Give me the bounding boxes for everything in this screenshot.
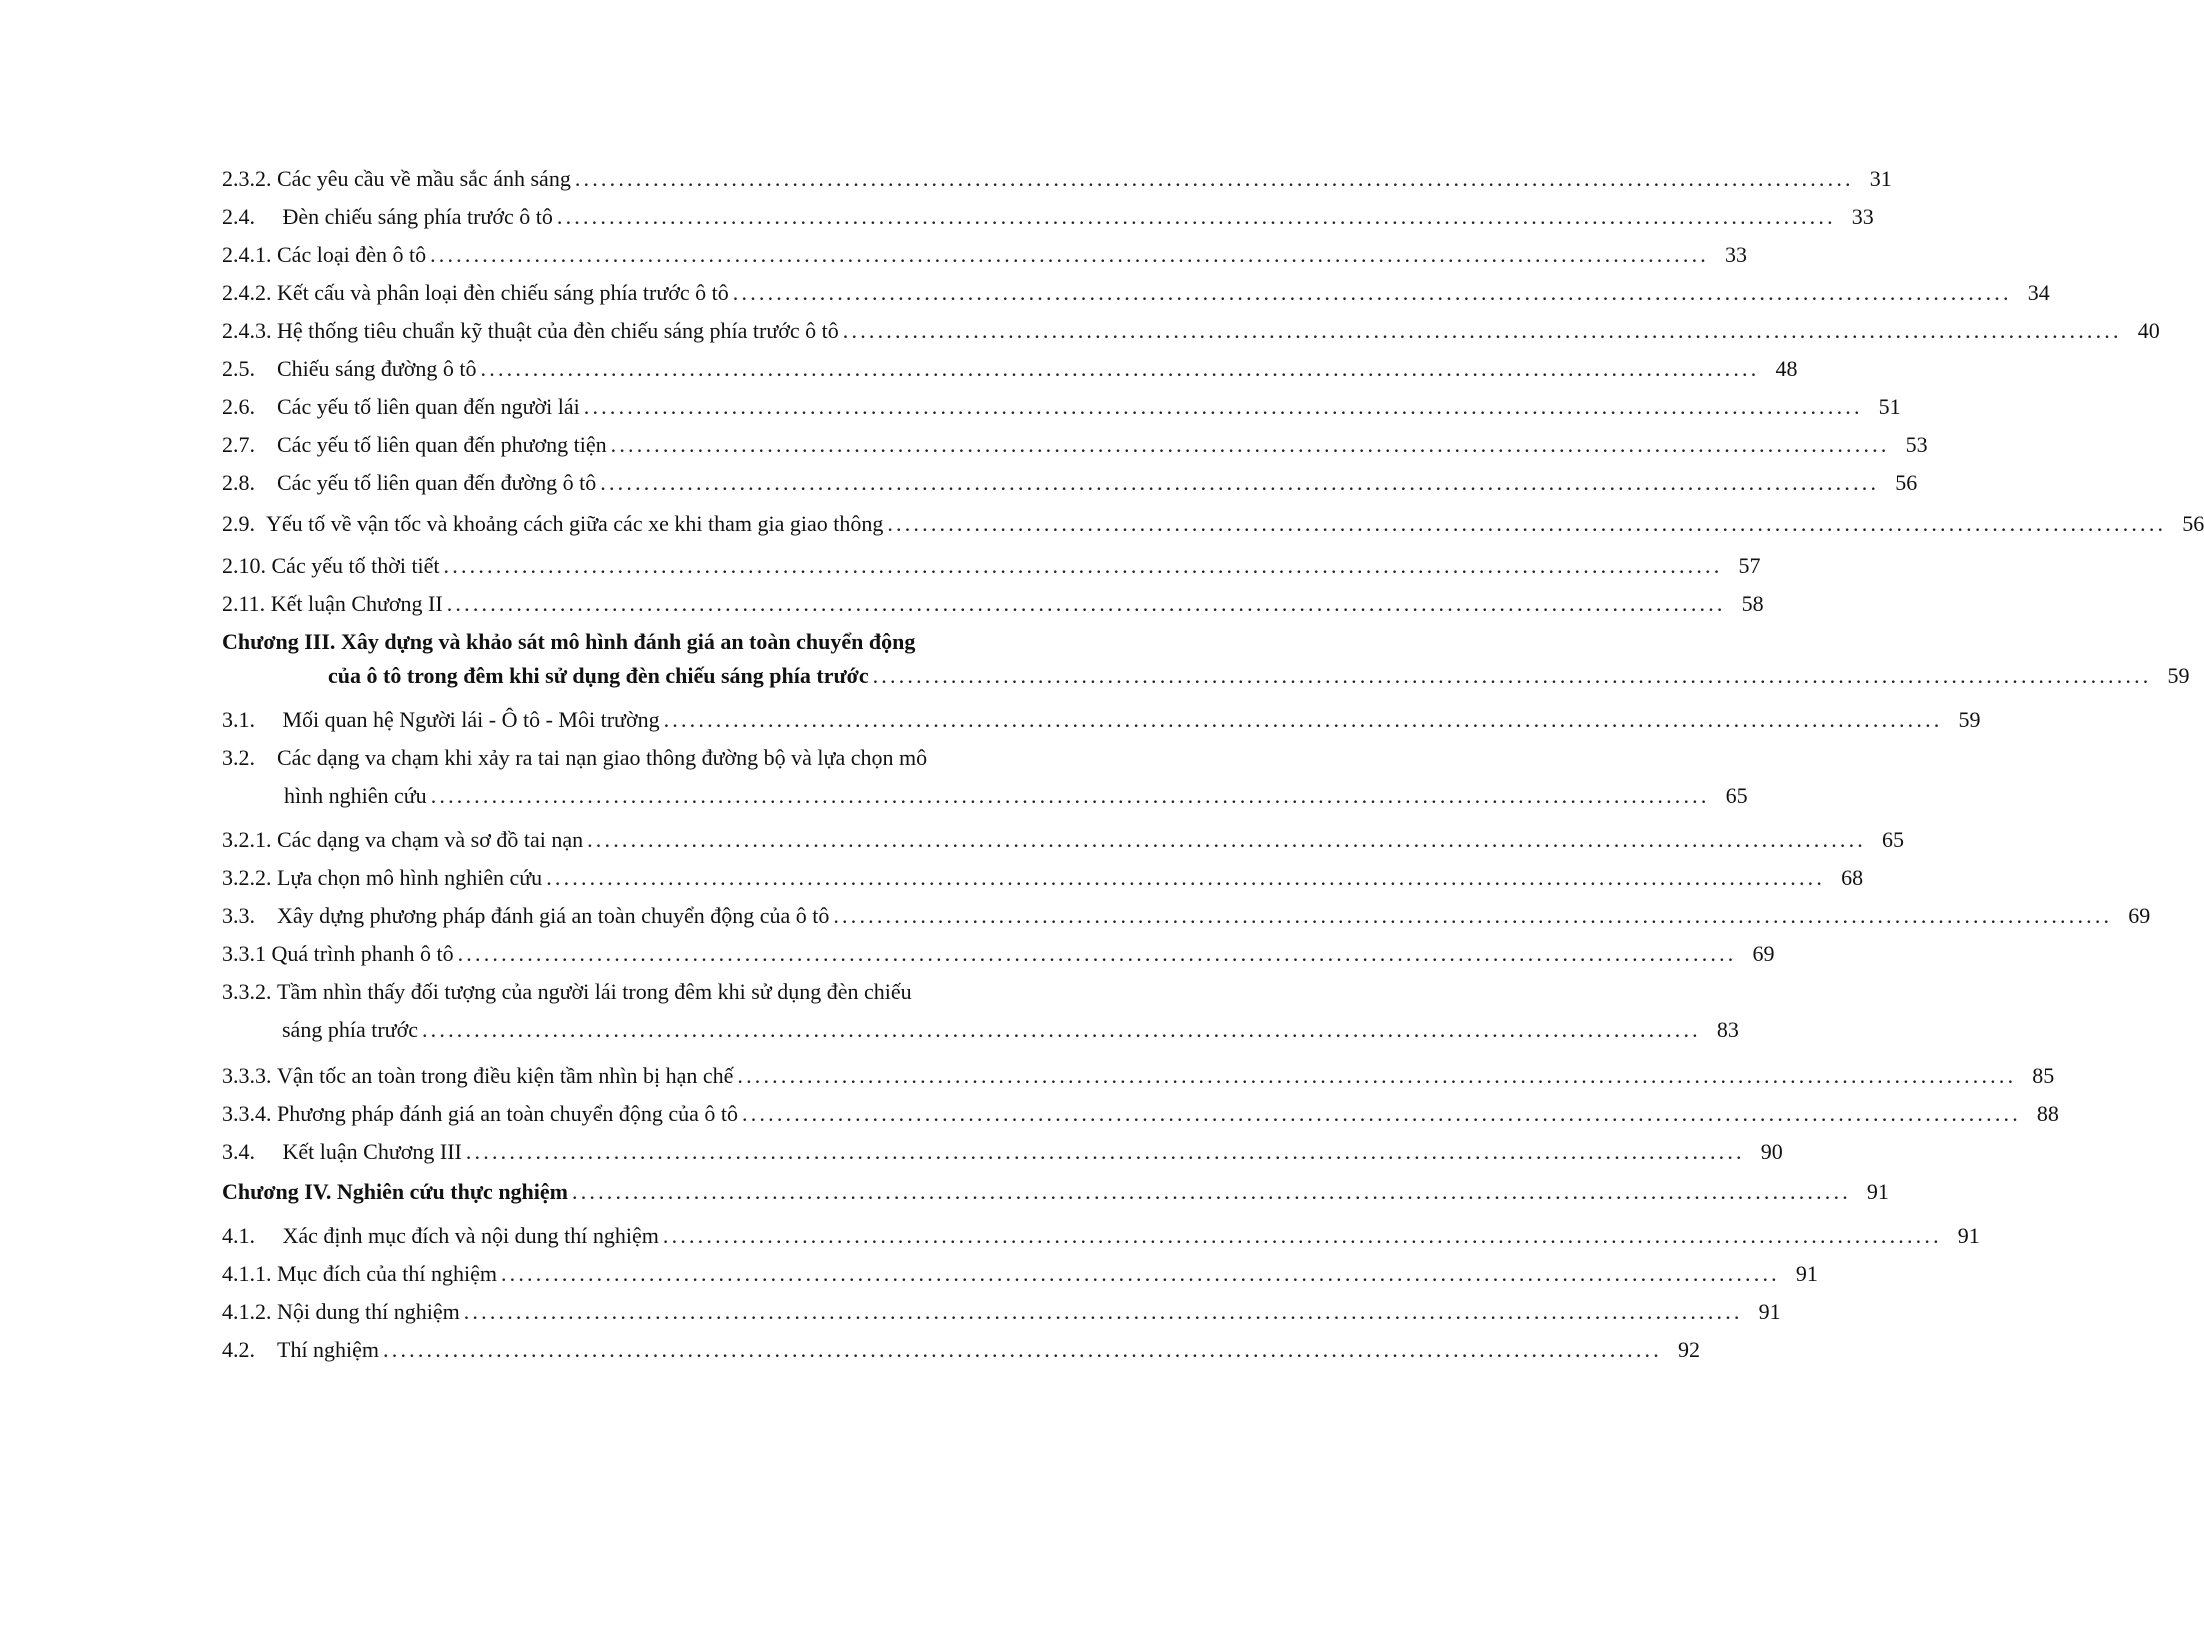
- table-of-contents: [222, 166, 2204, 1363]
- toc-entry-number: 4.1.: [222, 1223, 255, 1248]
- leader-dots: ...................................................................................................................................................: [842, 318, 2122, 343]
- toc-entry-4-2: [222, 1337, 1700, 1363]
- leader-dots: ...................................................................................................................................................: [457, 941, 1737, 966]
- toc-entry-page: 34: [2027, 280, 2050, 305]
- leader-dots: ...................................................................................................................................................: [583, 394, 1863, 419]
- toc-entry-page: 68: [1841, 865, 1864, 890]
- leader-dots: ...................................................................................................................................................: [887, 511, 2167, 536]
- leader-dots: ...................................................................................................................................................: [430, 242, 1709, 267]
- toc-entry-page: 59: [2167, 663, 2190, 688]
- toc-entry-page: 69: [1752, 941, 1775, 966]
- toc-entry-page: 92: [1677, 1337, 1700, 1362]
- toc-entry-page: 51: [1878, 394, 1901, 419]
- toc-entry-number: 3.2.1.: [222, 827, 272, 852]
- toc-entry-4-1-1: [222, 1261, 1818, 1287]
- leader-dots: ...................................................................................................................................................: [737, 1063, 2017, 1088]
- toc-entry-number: 3.1.: [222, 707, 255, 732]
- toc-entry-number: 2.4.3.: [222, 318, 272, 343]
- toc-entry-3-3-3: [222, 1063, 2055, 1089]
- toc-entry-title: Mục đích của thí nghiệm: [277, 1261, 497, 1286]
- leader-dots: ...................................................................................................................................................: [732, 280, 2012, 305]
- toc-entry-title: Quá trình phanh ô tô: [271, 941, 454, 966]
- toc-entry-2-7: [222, 432, 1928, 458]
- toc-entry-4-1-2: [222, 1299, 1781, 1325]
- leader-dots: ...................................................................................................................................................: [480, 356, 1760, 381]
- leader-dots: ...................................................................................................................................................: [574, 166, 1854, 191]
- toc-entry-3-1: [222, 707, 1981, 733]
- toc-entry-page: 91: [1866, 1179, 1889, 1204]
- toc-entry-title: Các dạng va chạm và sơ đồ tai nạn: [277, 827, 584, 852]
- toc-entry-3-2-2: [222, 865, 1864, 891]
- toc-entry-title: Phương pháp đánh giá an toàn chuyển động của ô tô: [277, 1101, 739, 1126]
- toc-entry-title: Xây dựng phương pháp đánh giá an toàn chuyển động của ô tô: [277, 903, 830, 928]
- toc-entry-page: 31: [1869, 166, 1892, 191]
- leader-dots: ...................................................................................................................................................: [872, 663, 2152, 688]
- leader-dots: ...................................................................................................................................................: [500, 1261, 1780, 1286]
- toc-entry-3-2-1: [222, 827, 1904, 853]
- toc-entry-number: 2.8.: [222, 470, 255, 495]
- toc-entry-title: Yếu tố về vận tốc và khoảng cách giữa các xe khi tham gia giao thông: [266, 511, 884, 536]
- toc-entry-number: 3.2.: [222, 745, 255, 770]
- leader-dots: ...................................................................................................................................................: [430, 783, 1710, 808]
- toc-chapter-title-line2: của ô tô trong đêm khi sử dụng đèn chiếu sáng phía trước: [328, 663, 869, 688]
- toc-entry-title: Chiếu sáng đường ô tô: [277, 356, 477, 381]
- toc-entry-title: Nội dung thí nghiệm: [277, 1299, 460, 1324]
- toc-chapter-number: Chương III.: [222, 629, 336, 654]
- toc-entry-3-3-1: [222, 941, 1775, 967]
- toc-entry-number: 3.3.4.: [222, 1101, 272, 1126]
- toc-entry-page: 40: [2137, 318, 2160, 343]
- toc-entry-title: Các yếu tố thời tiết: [271, 553, 440, 578]
- toc-entry-page: 53: [1905, 432, 1928, 457]
- leader-dots: ...................................................................................................................................................: [421, 1017, 1701, 1042]
- toc-entry-number: 3.3.2.: [222, 979, 272, 1004]
- toc-entry-number: 2.9.: [222, 511, 255, 536]
- leader-dots: ...................................................................................................................................................: [662, 1223, 1942, 1248]
- toc-entry-page: 65: [1725, 783, 1748, 808]
- toc-entry-page: 83: [1716, 1017, 1739, 1042]
- toc-entry-2-11: [222, 591, 1764, 617]
- toc-entry-page: 58: [1741, 591, 1764, 616]
- leader-dots: ...................................................................................................................................................: [446, 591, 1726, 616]
- leader-dots: ...................................................................................................................................................: [663, 707, 1943, 732]
- toc-entry-page: 88: [2036, 1101, 2059, 1126]
- leader-dots: ...................................................................................................................................................: [572, 1179, 1851, 1204]
- toc-entry-number: 2.11.: [222, 591, 266, 616]
- leader-dots: ...................................................................................................................................................: [587, 827, 1866, 852]
- leader-dots: ...................................................................................................................................................: [383, 1337, 1662, 1362]
- toc-entry-page: 33: [1724, 242, 1747, 267]
- toc-chapter-number: Chương IV.: [222, 1179, 332, 1204]
- leader-dots: ...................................................................................................................................................: [742, 1101, 2021, 1126]
- toc-entry-title: Xác định mục đích và nội dung thí nghiệm: [282, 1223, 659, 1248]
- leader-dots: ...................................................................................................................................................: [443, 553, 1723, 578]
- toc-entry-page: 91: [1795, 1261, 1818, 1286]
- toc-entry-3-2: [222, 745, 1748, 809]
- toc-entry-3-3-2: [222, 979, 1739, 1043]
- toc-entry-title-line2: sáng phía trước: [282, 1017, 418, 1042]
- toc-entry-number: 2.4.2.: [222, 280, 272, 305]
- toc-entry-title: Các yếu tố liên quan đến đường ô tô: [277, 470, 597, 495]
- toc-entry-title: Các loại đèn ô tô: [277, 242, 427, 267]
- toc-entry-2-4-3: [222, 318, 2160, 344]
- toc-entry-number: 2.7.: [222, 432, 255, 457]
- toc-entry-page: 85: [2032, 1063, 2055, 1088]
- toc-entry-page: 56: [2182, 511, 2204, 536]
- toc-entry-page: 57: [1738, 553, 1761, 578]
- toc-entry-number: 3.3.3.: [222, 1063, 272, 1088]
- leader-dots: ...................................................................................................................................................: [556, 204, 1836, 229]
- toc-entry-title: Các yếu tố liên quan đến phương tiện: [277, 432, 607, 457]
- toc-entry-number: 3.4.: [222, 1139, 255, 1164]
- toc-entry-3-3: [222, 903, 2151, 929]
- toc-entry-number: 2.4.: [222, 204, 255, 229]
- toc-entry-page: 59: [1958, 707, 1981, 732]
- toc-entry-number: 4.1.1.: [222, 1261, 272, 1286]
- toc-entry-title: Vận tốc an toàn trong điều kiện tầm nhìn bị hạn chế: [277, 1063, 734, 1088]
- toc-entry-number: 2.5.: [222, 356, 255, 381]
- toc-entry-2-10: [222, 553, 1761, 579]
- toc-entry-title: Thí nghiệm: [277, 1337, 380, 1362]
- toc-entry-page: 33: [1851, 204, 1874, 229]
- toc-entry-3-3-4: [222, 1101, 2059, 1127]
- toc-entry-number: 2.3.2.: [222, 166, 272, 191]
- leader-dots: ...................................................................................................................................................: [610, 432, 1890, 457]
- toc-entry-2-4: [222, 204, 1874, 230]
- toc-entry-title: Kết luận Chương III: [282, 1139, 462, 1164]
- leader-dots: ...................................................................................................................................................: [833, 903, 2113, 928]
- toc-entry-2-6: [222, 394, 1901, 420]
- toc-entry-title-line2: hình nghiên cứu: [284, 783, 427, 808]
- toc-entry-2-4-1: [222, 242, 1747, 268]
- toc-entry-number: 4.1.2.: [222, 1299, 272, 1324]
- toc-chapter-title: Nghiên cứu thực nghiệm: [336, 1179, 568, 1204]
- toc-entry-page: 65: [1882, 827, 1904, 852]
- toc-entry-number: 2.4.1.: [222, 242, 272, 267]
- toc-entry-number: 2.10.: [222, 553, 266, 578]
- toc-entry-page: 69: [2128, 903, 2151, 928]
- toc-entry-4-1: [222, 1223, 1980, 1249]
- toc-entry-title: Các yêu cầu về mầu sắc ánh sáng: [277, 166, 571, 191]
- toc-chapter-title-line1: Xây dựng và khảo sát mô hình đánh giá an toàn chuyển động: [340, 629, 916, 654]
- toc-entry-page: 56: [1895, 470, 1918, 495]
- toc-entry-number: 3.2.2.: [222, 865, 272, 890]
- toc-entry-number: 3.3.: [222, 903, 255, 928]
- toc-chapter-3: [222, 629, 2190, 689]
- leader-dots: ...................................................................................................................................................: [546, 865, 1826, 890]
- leader-dots: ...................................................................................................................................................: [600, 470, 1880, 495]
- toc-entry-title: Hệ thống tiêu chuẩn kỹ thuật của đèn chiếu sáng phía trước ô tô: [277, 318, 839, 343]
- toc-chapter-4: [222, 1179, 1889, 1205]
- toc-entry-title-line1: Tầm nhìn thấy đối tượng của người lái trong đêm khi sử dụng đèn chiếu: [277, 979, 912, 1004]
- toc-entry-title: Mối quan hệ Người lái - Ô tô - Môi trường: [282, 707, 660, 732]
- toc-entry-page: 91: [1758, 1299, 1781, 1324]
- toc-entry-title-line1: Các dạng va chạm khi xảy ra tai nạn giao thông đường bộ và lựa chọn mô: [277, 745, 928, 770]
- leader-dots: ...................................................................................................................................................: [463, 1299, 1743, 1324]
- toc-entry-number: 3.3.1: [222, 941, 266, 966]
- toc-entry-number: 2.6.: [222, 394, 255, 419]
- toc-entry-title: Kết cấu và phân loại đèn chiếu sáng phía trước ô tô: [277, 280, 729, 305]
- toc-entry-number: 4.2.: [222, 1337, 255, 1362]
- toc-entry-title: Các yếu tố liên quan đến người lái: [277, 394, 580, 419]
- toc-entry-page: 48: [1775, 356, 1798, 381]
- toc-entry-page: 91: [1957, 1223, 1980, 1248]
- toc-entry-2-3-2: [222, 166, 1892, 192]
- toc-entry-title: Kết luận Chương II: [270, 591, 443, 616]
- toc-entry-2-4-2: [222, 280, 2050, 306]
- toc-entry-2-8: [222, 470, 1918, 496]
- toc-entry-title: Đèn chiếu sáng phía trước ô tô: [282, 204, 553, 229]
- toc-entry-page: 90: [1760, 1139, 1783, 1164]
- leader-dots: ...................................................................................................................................................: [465, 1139, 1745, 1164]
- toc-entry-2-9: [222, 511, 2204, 537]
- toc-entry-3-4: [222, 1139, 1783, 1165]
- toc-entry-title: Lựa chọn mô hình nghiên cứu: [277, 865, 543, 890]
- toc-entry-2-5: [222, 356, 1798, 382]
